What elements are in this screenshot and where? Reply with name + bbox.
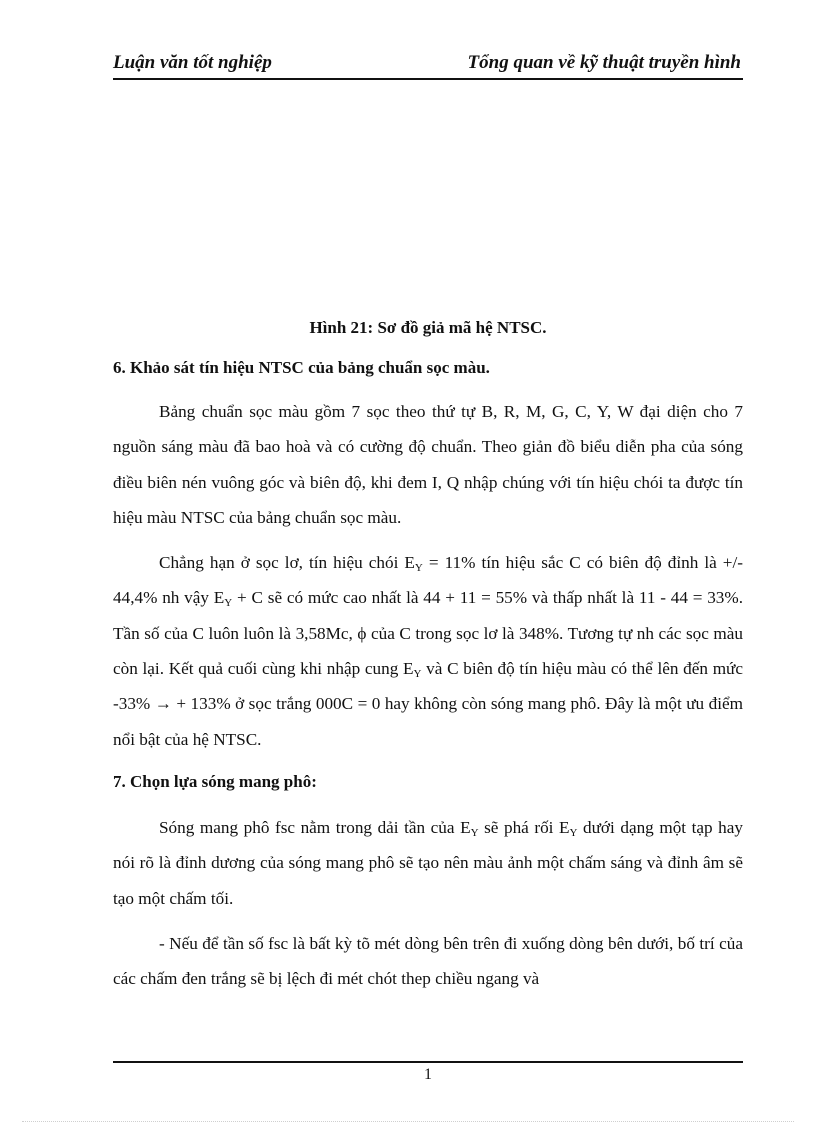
section-6-heading: 6. Khảo sát tín hiệu NTSC của bảng chuẩn sọc màu. bbox=[113, 358, 490, 377]
header-right-title: Tổng quan về kỹ thuật truyền hình bbox=[467, 52, 741, 73]
section-6-paragraph-2 bbox=[113, 545, 743, 757]
section-7-paragraph-2: - Nếu để tần số fsc là bất kỳ tõ mét dòng bên trên đi xuống dòng bên dưới, bố trí của các chấm đen trắng sẽ bị lệch đi mét chót thep chiều ngang và bbox=[113, 933, 743, 989]
subscript: Y bbox=[414, 562, 423, 575]
footer-rule bbox=[113, 1061, 743, 1063]
text-run: Chẳng hạn ở sọc lơ, tín hiệu chói E bbox=[159, 553, 415, 573]
text-run: sẽ phá rối E bbox=[478, 818, 570, 837]
text-run: + C sẽ có mức cao nhất là 44 + 11 = 55% và thấp nhất là 11 - 44 = 33%. Tần số của C luôn luôn là 3,58Mc, ϕ của C trong sọc lơ là 348%. Tương tự nh các sọc màu còn lại. Kết quả cuối cùng khi nhập cung E bbox=[113, 588, 744, 679]
page-number: 1 bbox=[424, 1066, 432, 1083]
section-7-heading: 7. Chọn lựa sóng mang phô: bbox=[113, 772, 317, 791]
subscript: Y bbox=[413, 668, 422, 681]
subscript: Y bbox=[470, 827, 479, 839]
section-6-paragraph-1: Bảng chuẩn sọc màu gồm 7 sọc theo thứ tự B, R, M, G, C, Y, W đại diện cho 7 nguồn sáng màu đã bao hoà và có cường độ chuẩn. Theo giản đồ biểu diễn pha của sóng điều biên nén vuông góc và biên độ, khi đem I, Q nhập chúng với tín hiệu chói ta được tín hiệu màu NTSC của bảng chuẩn sọc màu. bbox=[113, 402, 743, 527]
subscript: Y bbox=[569, 827, 578, 839]
text-run: dưới dạng một tạp hay nói rõ là đỉnh dương của sóng mang phô sẽ tạo nên màu ảnh một chấm sáng và đỉnh âm sẽ tạo một chấm tối. bbox=[113, 818, 743, 908]
text-run: = 11% tín hiệu sắc C có biên độ đỉnh là +/- 44,4% nh vậy E bbox=[113, 553, 744, 608]
section-6-body bbox=[113, 394, 743, 757]
text-run: và C biên độ tín hiệu màu có thể lên đến mức -33% → + 133% ở sọc trắng 000C = 0 hay không còn sóng mang phô. Đây là một ưu điểm nổi bật của hệ NTSC. bbox=[113, 659, 744, 749]
subscript: Y bbox=[224, 597, 233, 610]
text-run: Sóng mang phô fsc nằm trong dải tần của E bbox=[159, 818, 471, 837]
page-edge-dotted-line bbox=[22, 1121, 794, 1122]
figure-caption: Hình 21: Sơ đồ giả mã hệ NTSC. bbox=[309, 318, 547, 337]
section-7-body bbox=[113, 810, 743, 996]
section-7-paragraph-1 bbox=[113, 810, 743, 916]
header-left-title: Luận văn tốt nghiệp bbox=[113, 52, 272, 73]
page-header bbox=[113, 52, 743, 80]
